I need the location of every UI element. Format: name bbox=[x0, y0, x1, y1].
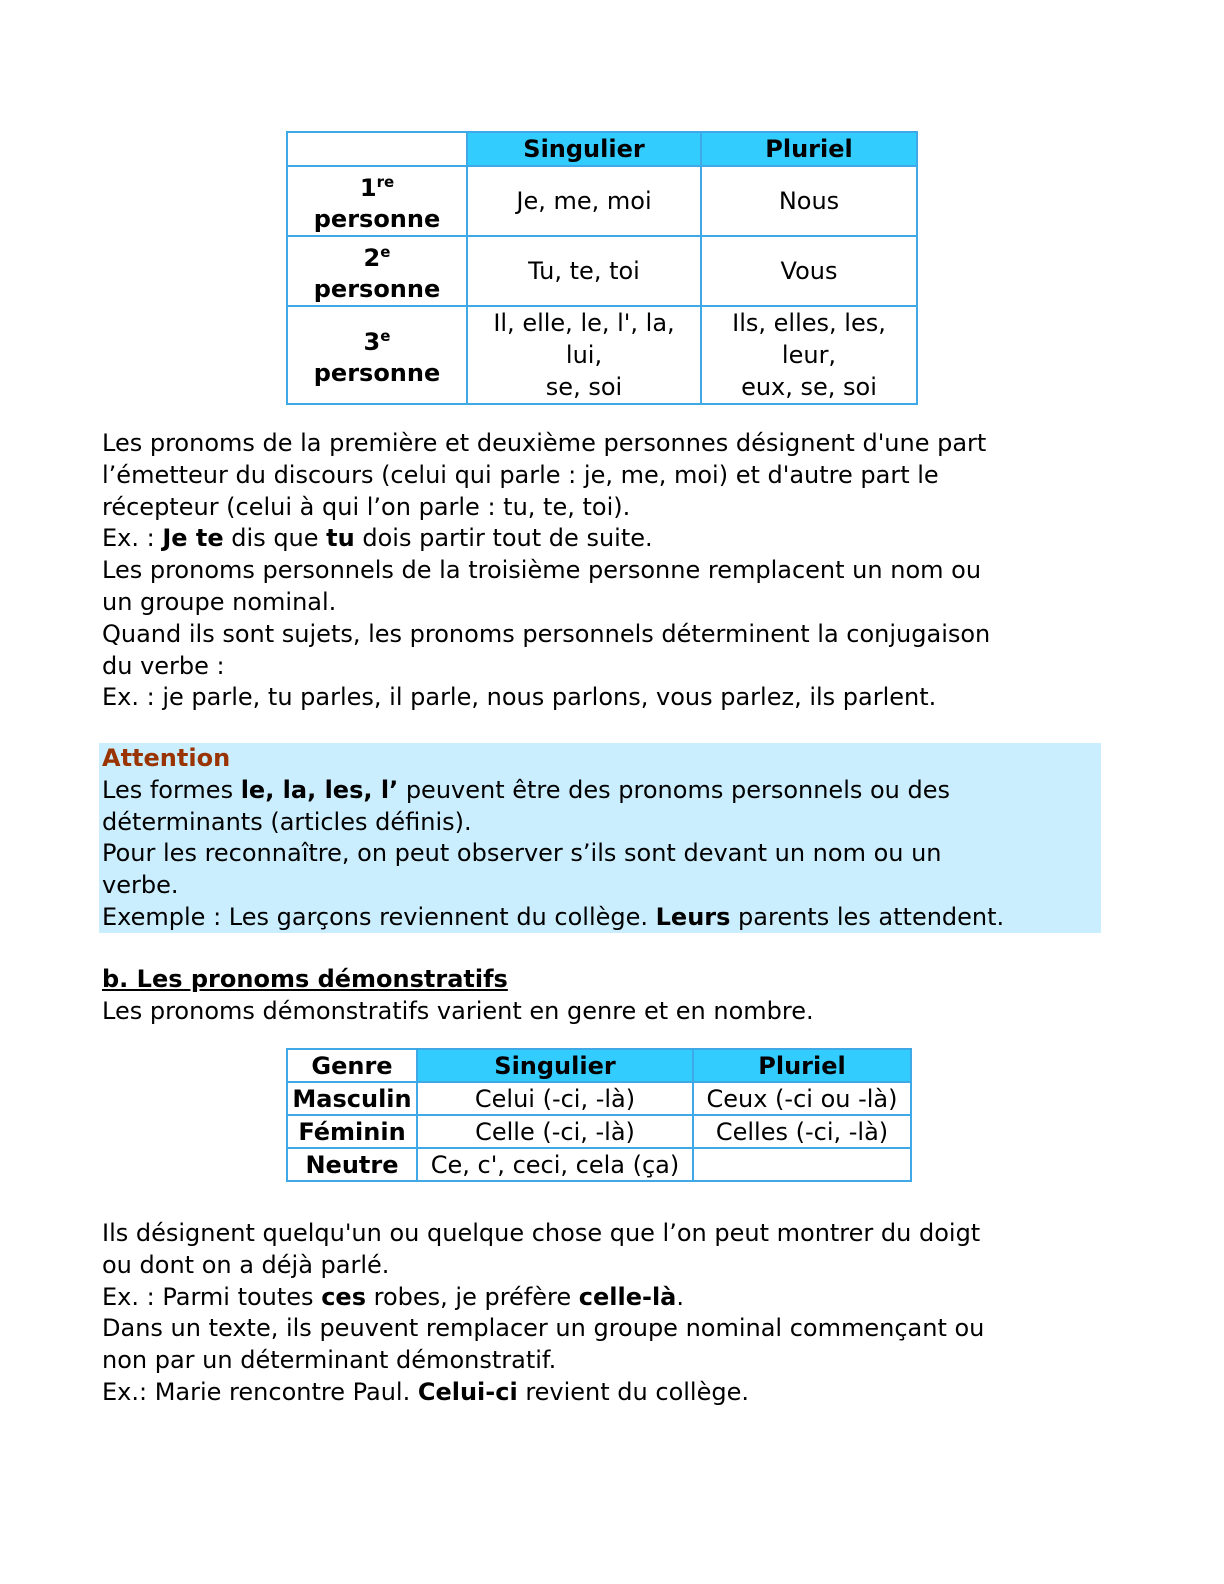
cell-singulier: Je, me, moi bbox=[467, 166, 701, 236]
section-demonstratifs bbox=[102, 964, 1102, 1028]
personal-pronouns-table bbox=[286, 131, 918, 405]
table-row bbox=[287, 1115, 911, 1148]
attention-title: Attention bbox=[102, 744, 231, 772]
table-row bbox=[287, 236, 917, 306]
table-row bbox=[287, 166, 917, 236]
row-label-2: 2e personne bbox=[287, 236, 467, 306]
cell-genre: Neutre bbox=[287, 1148, 417, 1181]
cell-pluriel: Ils, elles, les, leur, eux, se, soi bbox=[701, 306, 917, 404]
header-empty-cell bbox=[287, 132, 467, 166]
example-line: Ex. : Parmi toutes ces robes, je préfère celle-là. bbox=[102, 1282, 685, 1311]
example-line: Ex. : Je te dis que tu dois partir tout de suite. bbox=[102, 524, 653, 553]
cell-pluriel: Ceux (-ci ou -là) bbox=[693, 1082, 911, 1115]
cell-genre: Masculin bbox=[287, 1082, 417, 1115]
section-intro: Les pronoms démonstratifs varient en genre et en nombre. bbox=[102, 996, 814, 1025]
demonstrative-pronouns-table bbox=[286, 1048, 912, 1182]
header-singulier: Singulier bbox=[417, 1049, 693, 1082]
cell-pluriel: Celles (-ci, -là) bbox=[693, 1115, 911, 1148]
header-pluriel: Pluriel bbox=[693, 1049, 911, 1082]
table-header-row bbox=[287, 132, 917, 166]
table-row bbox=[287, 1148, 911, 1181]
paragraph-personal-pronouns: Les pronoms de la première et deuxième personnes désignent d'une part l’émetteur du discours (celui qui parle : je, me, moi) et d'autre part le récepteur (celui à qui l’on parle : tu, te, toi). Ex. : Je te dis que tu dois partir tout de suite. Les pronoms personnels de la troisième personne remplacent un nom ou un groupe nominal. Quand ils sont sujets, les pronoms personnels déterminent la conjugaison du verbe : Ex. : je parle, tu parles, il parle, nous parlons, vous parlez, ils parlent. bbox=[102, 428, 1102, 714]
cell-genre: Féminin bbox=[287, 1115, 417, 1148]
attention-box: Attention Les formes le, la, les, l’ peuvent être des pronoms personnels ou des déterminants (articles définis). Pour les reconnaître, on peut observer s’ils sont devant un nom ou un verbe. Exemple : Les garçons reviennent du collège. Leurs parents les attendent. bbox=[99, 743, 1101, 933]
cell-singulier: Celui (-ci, -là) bbox=[417, 1082, 693, 1115]
cell-singulier: Celle (-ci, -là) bbox=[417, 1115, 693, 1148]
cell-pluriel: Vous bbox=[701, 236, 917, 306]
cell-singulier: Tu, te, toi bbox=[467, 236, 701, 306]
table-row bbox=[287, 1082, 911, 1115]
header-genre: Genre bbox=[287, 1049, 417, 1082]
example-line: Ex.: Marie rencontre Paul. Celui-ci revient du collège. bbox=[102, 1377, 749, 1406]
cell-pluriel: Nous bbox=[701, 166, 917, 236]
table-row bbox=[287, 306, 917, 404]
cell-singulier: Il, elle, le, l', la, lui, se, soi bbox=[467, 306, 701, 404]
cell-singulier: Ce, c', ceci, cela (ça) bbox=[417, 1148, 693, 1181]
table-header-row bbox=[287, 1049, 911, 1082]
row-label-3: 3e personne bbox=[287, 306, 467, 404]
section-title: b. Les pronoms démonstratifs bbox=[102, 965, 508, 993]
cell-pluriel bbox=[693, 1148, 911, 1181]
header-singulier: Singulier bbox=[467, 132, 701, 166]
paragraph-demonstratifs: Ils désignent quelqu'un ou quelque chose que l’on peut montrer du doigt ou dont on a déjà parlé. Ex. : Parmi toutes ces robes, je préfère celle-là. Dans un texte, ils peuvent remplacer un groupe nominal commençant ou non par un déterminant démonstratif. Ex.: Marie rencontre Paul. Celui-ci revient du collège. bbox=[102, 1218, 1102, 1409]
header-pluriel: Pluriel bbox=[701, 132, 917, 166]
row-label-1: 1re personne bbox=[287, 166, 467, 236]
